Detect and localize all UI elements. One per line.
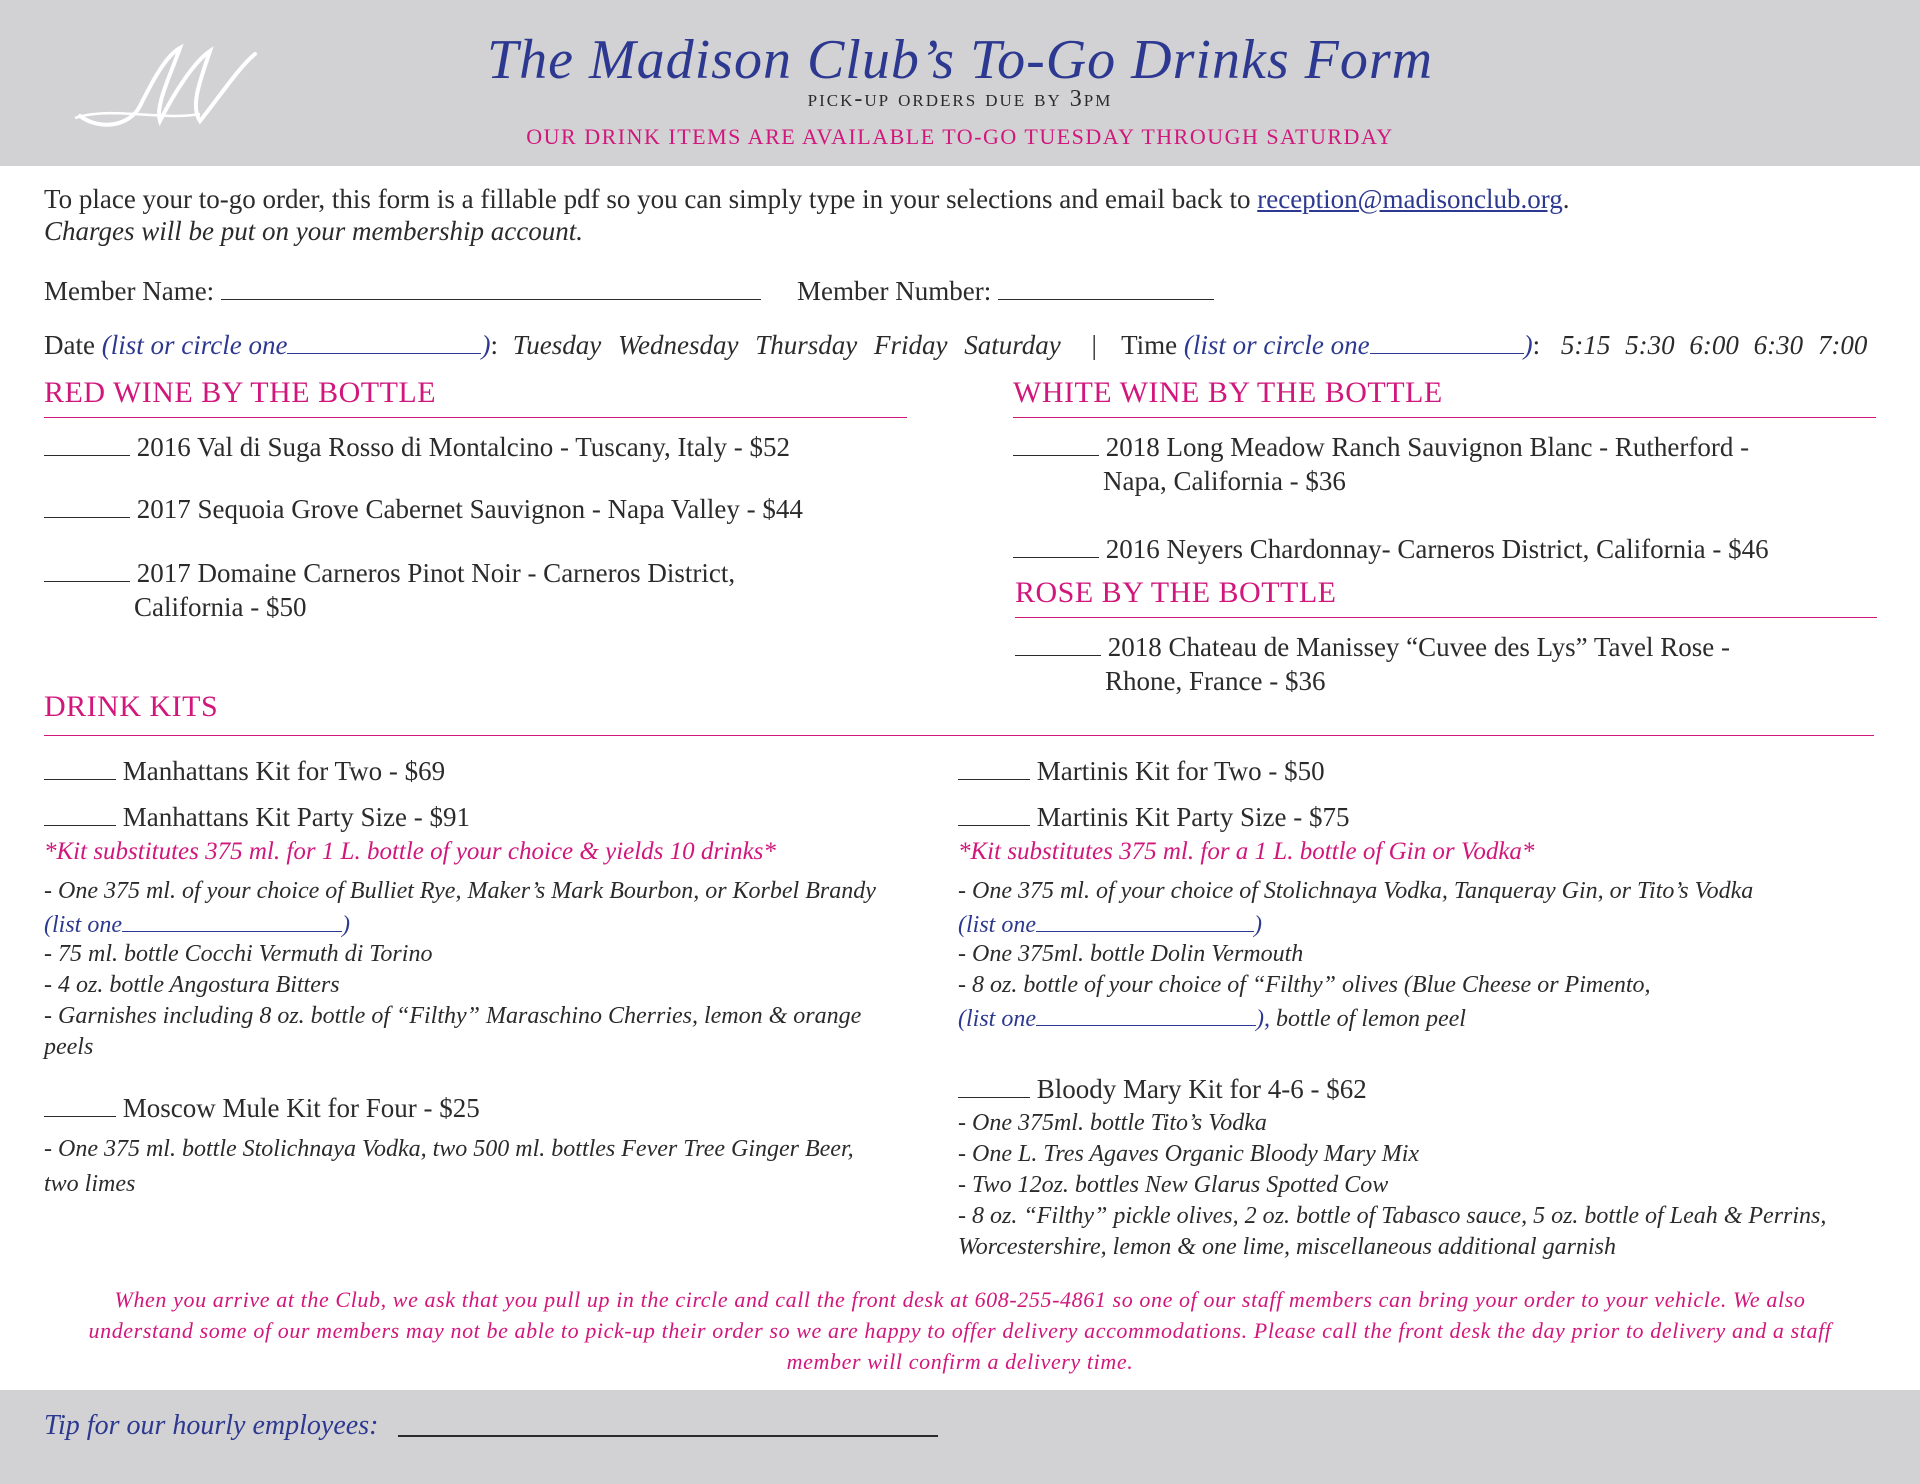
drink-kits-rule (44, 735, 1874, 736)
manhattans-desc-1-text: - One 375 ml. of your choice of Bulliet Rye, Maker’s Mark Bourbon, or Korbel Brandy (44, 878, 876, 904)
white-wine-item-2-label: 2016 Neyers Chardonnay- Carneros District, California - $46 (1105, 534, 1769, 564)
day-wednesday[interactable]: Wednesday (617, 330, 739, 360)
time-colon: : (1532, 330, 1541, 360)
bloody-mary-kit (958, 1070, 1367, 1105)
member-number-field[interactable] (998, 272, 1214, 300)
rose-heading: ROSE BY THE BOTTLE (1015, 576, 1337, 609)
manhattans-kit-two (44, 752, 445, 787)
tip-field[interactable] (398, 1435, 938, 1437)
martinis-kit-two (958, 752, 1325, 787)
availability-note: OUR DRINK ITEMS ARE AVAILABLE TO-GO TUESDAY THROUGH SATURDAY (526, 124, 1394, 149)
page-title: The Madison Club’s To-Go Drinks Form (486, 29, 1434, 91)
moscow-mule-desc: - One 375 ml. bottle Stolichnaya Vodka, two 500 ml. bottles Fever Tree Ginger Beer, two limes (44, 1136, 854, 1197)
moscow-mule-qty[interactable] (44, 1089, 116, 1117)
red-wine-item-3-label: 2017 Domaine Carneros Pinot Noir - Carneros District, (136, 558, 736, 588)
lemon-peel-text: bottle of lemon peel (1276, 1006, 1466, 1032)
manhattans-note: *Kit substitutes 375 ml. for 1 L. bottle of your choice & yields 10 drinks* (44, 838, 776, 865)
time-label: Time (1121, 330, 1178, 360)
red-wine-item-3-line2: California - $50 (134, 592, 307, 622)
day-saturday[interactable]: Saturday (964, 330, 1061, 360)
manhattans-spirit-field[interactable] (122, 907, 342, 932)
moscow-mule-label: Moscow Mule Kit for Four - $25 (122, 1093, 480, 1123)
time-slot-515[interactable]: 5:15 (1560, 330, 1611, 360)
manhattans-hint-close: ) (342, 912, 350, 938)
time-hint: (list or circle one (1183, 330, 1370, 360)
bloody-mary-label: Bloody Mary Kit for 4-6 - $62 (1036, 1074, 1367, 1104)
manhattans-desc-2: - 75 ml. bottle Cocchi Vermuth di Torino (44, 941, 433, 967)
bloody-mary-desc-2: - One L. Tres Agaves Organic Bloody Mary Mix (958, 1141, 1420, 1167)
pickup-deadline: pick-up orders due by 3pm (807, 86, 1113, 112)
red-wine-item-2-label: 2017 Sequoia Grove Cabernet Sauvignon - Napa Valley - $44 (136, 494, 803, 524)
charges-note: Charges will be put on your membership account. (44, 216, 583, 246)
bloody-mary-desc-3: - Two 12oz. bottles New Glarus Spotted Cow (958, 1172, 1389, 1198)
white-wine-item-1-label: 2018 Long Meadow Ranch Sauvignon Blanc - Rutherford - (1105, 432, 1750, 462)
martinis-note: *Kit substitutes 375 ml. for a 1 L. bottle of Gin or Vodka* (958, 838, 1535, 865)
manhattans-party-label: Manhattans Kit Party Size - $91 (122, 802, 470, 832)
pickup-delivery-note (0, 1284, 1920, 1377)
rose-qty-1[interactable] (1015, 628, 1101, 656)
day-thursday[interactable]: Thursday (755, 330, 858, 360)
red-wine-heading: RED WINE BY THE BOTTLE (44, 376, 437, 409)
intro-text (44, 184, 1570, 215)
date-colon: : (490, 330, 498, 360)
martinis-party-label: Martinis Kit Party Size - $75 (1036, 802, 1350, 832)
red-wine-rule (44, 417, 907, 418)
time-slot-600[interactable]: 6:00 (1689, 330, 1739, 360)
rose-item-1-line2: Rhone, France - $36 (1105, 666, 1326, 696)
intro-period: . (1562, 184, 1570, 214)
rose-rule (1015, 617, 1877, 618)
time-hint-close: ) (1523, 330, 1533, 360)
date-field[interactable] (287, 326, 481, 354)
manhattans-desc-4: - Garnishes including 8 oz. bottle of “Filthy” Maraschino Cherries, lemon & orange peels (44, 1003, 862, 1060)
martinis-list-hint: (list one (958, 912, 1036, 938)
white-wine-item-2 (1013, 530, 1769, 565)
red-wine-qty-1[interactable] (44, 428, 130, 456)
martinis-desc-4 (958, 1001, 1466, 1035)
bloody-mary-desc-1: - One 375ml. bottle Tito’s Vodka (958, 1110, 1267, 1136)
pickup-delivery-note-text: When you arrive at the Club, we ask that you pull up in the circle and call the front desk at 608-255-4861 so one of our staff members can bring your order to your vehicle. We also understand some of our members may not be able to pick-up their order so we are happy to offer delivery accommodations. Please call the front desk the day prior to delivery and a staff member will confirm a delivery time. (88, 1287, 1832, 1374)
member-name-label: Member Name: (44, 276, 215, 306)
manhattans-two-qty[interactable] (44, 752, 116, 780)
date-hint: (list or circle one (101, 330, 288, 360)
martinis-desc-3: - 8 oz. bottle of your choice of “Filthy” olives (Blue Cheese or Pimento, (958, 972, 1651, 998)
olives-list-hint: (list one (958, 1006, 1036, 1032)
member-number-label: Member Number: (797, 276, 992, 306)
red-wine-qty-2[interactable] (44, 490, 130, 518)
red-wine-item-2 (44, 490, 803, 525)
drink-kits-heading: DRINK KITS (44, 690, 219, 723)
time-slot-530[interactable]: 5:30 (1625, 330, 1675, 360)
red-wine-item-1-label: 2016 Val di Suga Rosso di Montalcino - Tuscany, Italy - $52 (136, 432, 790, 462)
reception-email-link[interactable]: reception@madisonclub.org (1257, 184, 1563, 214)
member-name-row (44, 272, 761, 307)
martinis-two-qty[interactable] (958, 752, 1030, 780)
olives-hint-close: ), (1256, 1006, 1270, 1032)
white-wine-item-1-line2: Napa, California - $36 (1103, 466, 1346, 496)
white-wine-qty-1[interactable] (1013, 428, 1099, 456)
manhattans-desc-1 (44, 876, 894, 941)
manhattans-list-hint: (list one (44, 912, 122, 938)
red-wine-qty-3[interactable] (44, 554, 130, 582)
day-friday[interactable]: Friday (873, 330, 948, 360)
tip-label: Tip for our hourly employees: (44, 1410, 379, 1441)
bloody-mary-qty[interactable] (958, 1070, 1030, 1098)
day-tuesday[interactable]: Tuesday (512, 330, 602, 360)
martinis-hint-close: ) (1254, 912, 1262, 938)
martinis-two-label: Martinis Kit for Two - $50 (1036, 756, 1325, 786)
date-row (44, 326, 1867, 361)
date-label: Date (44, 330, 95, 360)
manhattans-two-label: Manhattans Kit for Two - $69 (122, 756, 446, 786)
date-time-separator: | (1091, 330, 1097, 360)
date-hint-close: ) (481, 330, 491, 360)
white-wine-rule (1013, 417, 1876, 418)
member-name-field[interactable] (221, 272, 761, 300)
manhattans-kit-party (44, 798, 470, 833)
time-field[interactable] (1370, 326, 1524, 354)
rose-item-1-label: 2018 Chateau de Manissey “Cuvee des Lys” Tavel Rose - (1107, 632, 1730, 662)
bloody-mary-desc-4: - 8 oz. “Filthy” pickle olives, 2 oz. bottle of Tabasco sauce, 5 oz. bottle of Leah & Perrins, Worcestershire, lemon & one lime, miscellaneous additional garnish (958, 1203, 1827, 1260)
moscow-mule-kit (44, 1089, 480, 1124)
martinis-desc-2: - One 375ml. bottle Dolin Vermouth (958, 941, 1304, 967)
time-slot-700[interactable]: 7:00 (1817, 330, 1868, 360)
white-wine-qty-2[interactable] (1013, 530, 1099, 558)
member-number-row (797, 272, 1214, 307)
intro-instructions: To place your to-go order, this form is a fillable pdf so you can simply type in your selections and email back to (44, 184, 1251, 214)
manhattans-party-qty[interactable] (44, 798, 116, 826)
white-wine-heading: WHITE WINE BY THE BOTTLE (1013, 376, 1443, 409)
martinis-desc-1: - One 375 ml. of your choice of Stolichnaya Vodka, Tanqueray Gin, or Tito’s Vodka (958, 878, 1754, 904)
olives-choice-field[interactable] (1036, 1001, 1256, 1026)
red-wine-item-3 (44, 554, 735, 589)
white-wine-item-1 (1013, 428, 1749, 463)
martinis-party-qty[interactable] (958, 798, 1030, 826)
manhattans-desc-3: - 4 oz. bottle Angostura Bitters (44, 972, 340, 998)
rose-item-1 (1015, 628, 1730, 663)
martinis-spirit-field[interactable] (1036, 907, 1254, 932)
red-wine-item-1 (44, 428, 790, 463)
martinis-kit-party (958, 798, 1349, 833)
time-slot-630[interactable]: 6:30 (1753, 330, 1804, 360)
martinis-desc-1-hint-row (958, 907, 1262, 941)
